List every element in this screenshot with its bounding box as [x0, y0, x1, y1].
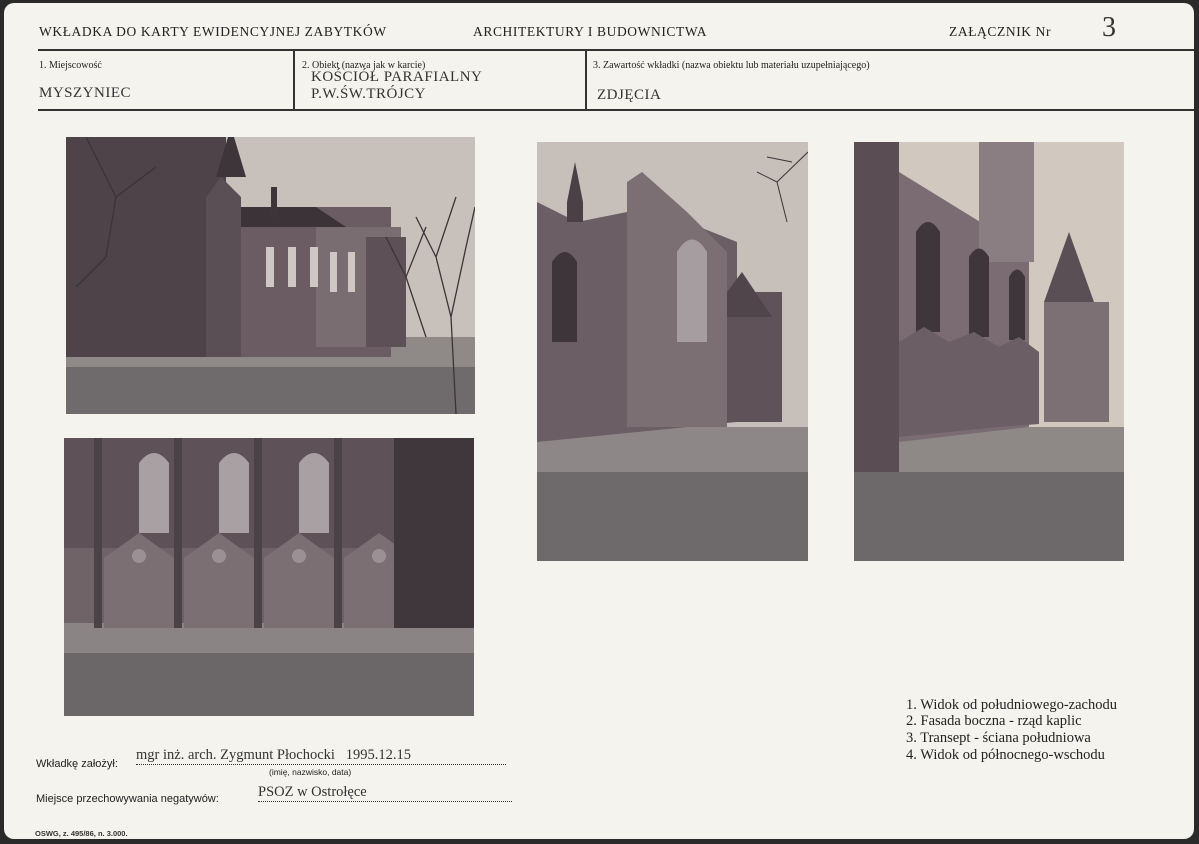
header-rule — [38, 49, 1194, 51]
attachment-label: ZAŁĄCZNIK Nr — [949, 24, 1052, 39]
photo-3-transept-south-wall — [537, 142, 808, 561]
caption-4: 4. Widok od północnego-wschodu — [906, 747, 1105, 763]
content-value: ZDJĘCIA — [597, 87, 662, 103]
storage-value: PSOZ w Ostrołęce — [258, 784, 512, 802]
author-label: Wkładkę założył: — [36, 758, 118, 770]
photo-1-southwest-view — [66, 137, 475, 414]
object-value-line2: P.W.ŚW.TRÓJCY — [311, 86, 427, 102]
place-value: MYSZYNIEC — [39, 85, 132, 101]
form-title: WKŁADKA DO KARTY EWIDENCYJNEJ ZABYTKÓW — [39, 24, 387, 39]
field-divider-2 — [585, 51, 587, 109]
content-label: 3. Zawartość wkładki (nazwa obiektu lub materiału uzupełniającego) — [593, 60, 870, 71]
field-rule — [38, 109, 1194, 111]
author-hint: (imię, nazwisko, data) — [269, 767, 352, 777]
object-label: 2. Obiekt (nazwa jak w karcie) — [302, 60, 426, 71]
field-divider-1 — [293, 51, 295, 109]
place-label: 1. Miejscowość — [39, 60, 102, 71]
caption-2: 2. Fasada boczna - rząd kaplic — [906, 713, 1082, 729]
storage-label: Miejsce przechowywania negatywów: — [36, 793, 219, 805]
record-card — [4, 3, 1194, 839]
caption-1: 1. Widok od południowego-zachodu — [906, 697, 1117, 713]
object-value-line1: KOŚCIÓŁ PARAFIALNY — [311, 69, 483, 85]
form-subtitle: ARCHITEKTURY I BUDOWNICTWA — [473, 24, 708, 39]
photo-4-northeast-view — [854, 142, 1124, 561]
caption-3: 3. Transept - ściana południowa — [906, 730, 1091, 746]
attachment-number: 3 — [1102, 12, 1116, 43]
photo-2-side-facade-chapels — [64, 438, 474, 716]
form-code: OSWG, z. 495/86, n. 3.000. — [35, 829, 128, 838]
author-value: mgr inż. arch. Zygmunt Płochocki 1995.12.15 — [136, 747, 506, 765]
